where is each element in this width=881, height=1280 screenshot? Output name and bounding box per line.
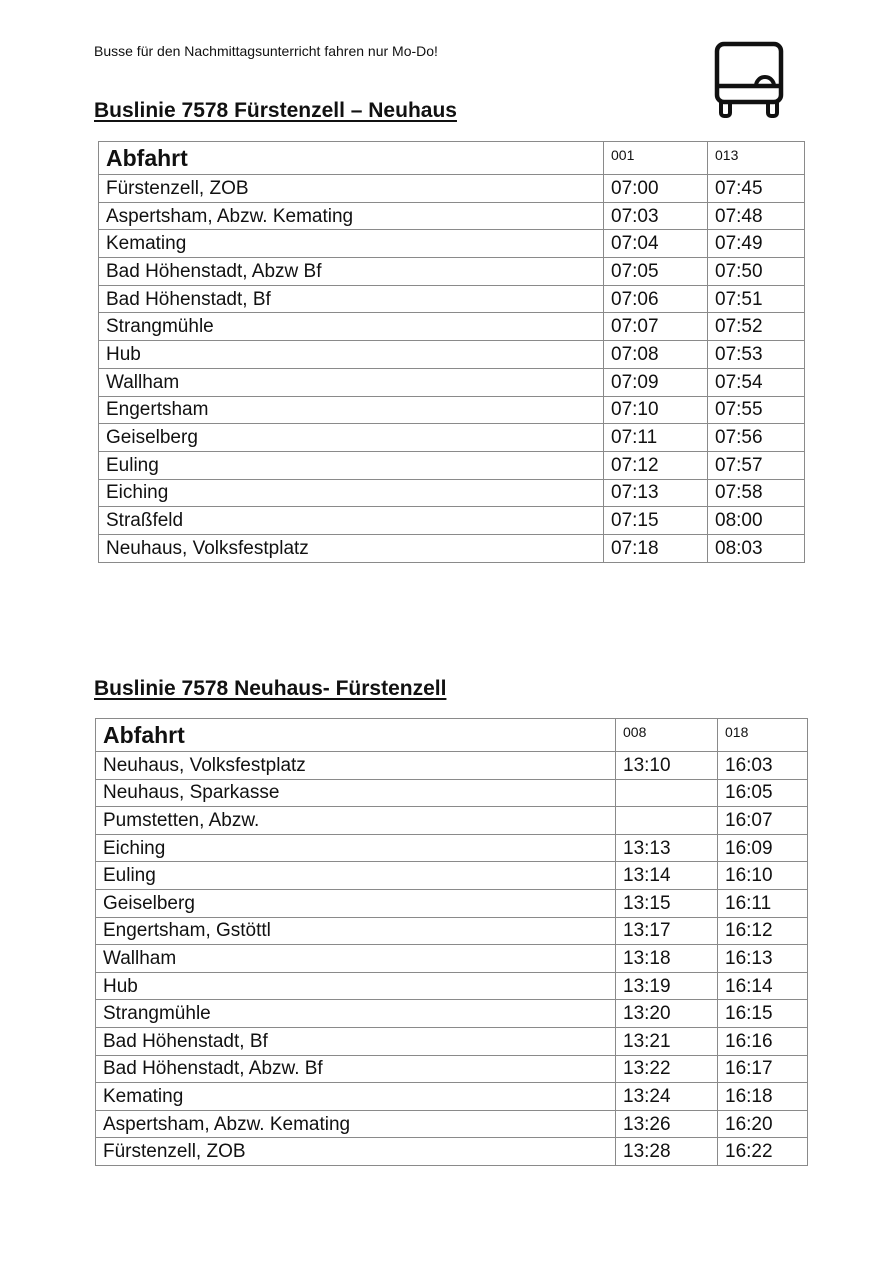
stop-name: Kemating bbox=[96, 1083, 616, 1111]
table-row bbox=[96, 972, 808, 1000]
table-row bbox=[99, 230, 805, 258]
departure-time: 07:05 bbox=[604, 258, 708, 286]
table-row bbox=[96, 779, 808, 807]
stop-name: Euling bbox=[99, 451, 604, 479]
table-row bbox=[96, 1110, 808, 1138]
table-row bbox=[99, 341, 805, 369]
table-row bbox=[96, 945, 808, 973]
table-row bbox=[99, 285, 805, 313]
departure-time: 07:13 bbox=[604, 479, 708, 507]
column-header-stop: Abfahrt bbox=[96, 719, 616, 752]
table-row bbox=[96, 807, 808, 835]
departure-time: 16:10 bbox=[718, 862, 808, 890]
table-row bbox=[96, 1138, 808, 1166]
stop-name: Eiching bbox=[96, 834, 616, 862]
section-title-return: Buslinie 7578 Neuhaus- Fürstenzell bbox=[94, 677, 447, 700]
departure-time: 07:57 bbox=[708, 451, 805, 479]
departure-time: 07:12 bbox=[604, 451, 708, 479]
table-row bbox=[96, 889, 808, 917]
departure-time: 13:20 bbox=[616, 1000, 718, 1028]
stop-name: Bad Höhenstadt, Abzw. Bf bbox=[96, 1055, 616, 1083]
stop-name: Straßfeld bbox=[99, 507, 604, 535]
departure-time: 07:10 bbox=[604, 396, 708, 424]
departure-time: 13:22 bbox=[616, 1055, 718, 1083]
departure-time: 16:15 bbox=[718, 1000, 808, 1028]
departure-time: 13:19 bbox=[616, 972, 718, 1000]
departure-time: 13:10 bbox=[616, 752, 718, 780]
departure-time: 16:12 bbox=[718, 917, 808, 945]
table-row bbox=[99, 534, 805, 562]
departure-time: 07:08 bbox=[604, 341, 708, 369]
stop-name: Hub bbox=[96, 972, 616, 1000]
stop-name: Bad Höhenstadt, Abzw Bf bbox=[99, 258, 604, 286]
stop-name: Wallham bbox=[99, 368, 604, 396]
stop-name: Geiselberg bbox=[96, 889, 616, 917]
table-row bbox=[99, 479, 805, 507]
bus-icon bbox=[712, 40, 786, 120]
departure-time: 08:00 bbox=[708, 507, 805, 535]
departure-time: 13:17 bbox=[616, 917, 718, 945]
departure-time: 08:03 bbox=[708, 534, 805, 562]
departure-time: 07:06 bbox=[604, 285, 708, 313]
departure-time: 07:55 bbox=[708, 396, 805, 424]
departure-time: 07:15 bbox=[604, 507, 708, 535]
column-header-stop: Abfahrt bbox=[99, 142, 604, 175]
departure-time: 07:07 bbox=[604, 313, 708, 341]
table-row bbox=[99, 507, 805, 535]
stop-name: Kemating bbox=[99, 230, 604, 258]
departure-time: 13:24 bbox=[616, 1083, 718, 1111]
departure-time: 16:20 bbox=[718, 1110, 808, 1138]
table-row bbox=[96, 834, 808, 862]
departure-time: 07:04 bbox=[604, 230, 708, 258]
stop-name: Pumstetten, Abzw. bbox=[96, 807, 616, 835]
stop-name: Engertsham bbox=[99, 396, 604, 424]
departure-time: 16:03 bbox=[718, 752, 808, 780]
table-row bbox=[99, 368, 805, 396]
departure-time: 07:50 bbox=[708, 258, 805, 286]
stop-name: Wallham bbox=[96, 945, 616, 973]
table-row bbox=[99, 258, 805, 286]
departure-time: 13:28 bbox=[616, 1138, 718, 1166]
stop-name: Bad Höhenstadt, Bf bbox=[96, 1027, 616, 1055]
table-header-row bbox=[96, 719, 808, 752]
column-header-run: 001 bbox=[604, 142, 708, 175]
stop-name: Engertsham, Gstöttl bbox=[96, 917, 616, 945]
departure-time: 07:49 bbox=[708, 230, 805, 258]
departure-time: 07:18 bbox=[604, 534, 708, 562]
table-row bbox=[96, 862, 808, 890]
table-header-row bbox=[99, 142, 805, 175]
table-row bbox=[96, 917, 808, 945]
table-row bbox=[99, 451, 805, 479]
departure-time: 13:18 bbox=[616, 945, 718, 973]
table-row bbox=[99, 313, 805, 341]
stop-name: Neuhaus, Volksfestplatz bbox=[99, 534, 604, 562]
departure-time: 16:18 bbox=[718, 1083, 808, 1111]
stop-name: Strangmühle bbox=[99, 313, 604, 341]
departure-time: 07:52 bbox=[708, 313, 805, 341]
table-row bbox=[99, 175, 805, 203]
departure-time: 07:53 bbox=[708, 341, 805, 369]
table-row bbox=[99, 202, 805, 230]
departure-time: 07:56 bbox=[708, 424, 805, 452]
timetable-return bbox=[95, 718, 808, 1166]
stop-name: Fürstenzell, ZOB bbox=[99, 175, 604, 203]
departure-time: 07:51 bbox=[708, 285, 805, 313]
table-row bbox=[96, 1000, 808, 1028]
departure-time: 07:54 bbox=[708, 368, 805, 396]
stop-name: Fürstenzell, ZOB bbox=[96, 1138, 616, 1166]
stop-name: Geiselberg bbox=[99, 424, 604, 452]
departure-time: 07:09 bbox=[604, 368, 708, 396]
column-header-run: 018 bbox=[718, 719, 808, 752]
departure-time: 13:21 bbox=[616, 1027, 718, 1055]
stop-name: Aspertsham, Abzw. Kemating bbox=[99, 202, 604, 230]
departure-time: 13:14 bbox=[616, 862, 718, 890]
stop-name: Hub bbox=[99, 341, 604, 369]
table-row bbox=[96, 752, 808, 780]
departure-time: 13:13 bbox=[616, 834, 718, 862]
table-row bbox=[96, 1055, 808, 1083]
column-header-run: 008 bbox=[616, 719, 718, 752]
departure-time: 16:05 bbox=[718, 779, 808, 807]
column-header-run: 013 bbox=[708, 142, 805, 175]
table-row bbox=[99, 396, 805, 424]
departure-time: 07:11 bbox=[604, 424, 708, 452]
departure-time: 07:03 bbox=[604, 202, 708, 230]
departure-time: 16:17 bbox=[718, 1055, 808, 1083]
stop-name: Bad Höhenstadt, Bf bbox=[99, 285, 604, 313]
table-row bbox=[96, 1027, 808, 1055]
departure-time: 16:13 bbox=[718, 945, 808, 973]
section-title-outbound: Buslinie 7578 Fürstenzell – Neuhaus bbox=[94, 99, 457, 122]
departure-time: 16:09 bbox=[718, 834, 808, 862]
departure-time bbox=[616, 779, 718, 807]
table-row bbox=[99, 424, 805, 452]
departure-time: 16:07 bbox=[718, 807, 808, 835]
departure-time: 07:58 bbox=[708, 479, 805, 507]
departure-time: 07:48 bbox=[708, 202, 805, 230]
timetable-outbound bbox=[98, 141, 805, 563]
departure-time: 16:14 bbox=[718, 972, 808, 1000]
stop-name: Strangmühle bbox=[96, 1000, 616, 1028]
stop-name: Neuhaus, Sparkasse bbox=[96, 779, 616, 807]
stop-name: Neuhaus, Volksfestplatz bbox=[96, 752, 616, 780]
table-row bbox=[96, 1083, 808, 1111]
stop-name: Euling bbox=[96, 862, 616, 890]
departure-time: 13:15 bbox=[616, 889, 718, 917]
departure-time bbox=[616, 807, 718, 835]
departure-time: 13:26 bbox=[616, 1110, 718, 1138]
departure-time: 07:45 bbox=[708, 175, 805, 203]
departure-time: 16:11 bbox=[718, 889, 808, 917]
stop-name: Aspertsham, Abzw. Kemating bbox=[96, 1110, 616, 1138]
days-note: Busse für den Nachmittagsunterricht fahren nur Mo-Do! bbox=[94, 43, 438, 59]
departure-time: 16:22 bbox=[718, 1138, 808, 1166]
departure-time: 07:00 bbox=[604, 175, 708, 203]
stop-name: Eiching bbox=[99, 479, 604, 507]
departure-time: 16:16 bbox=[718, 1027, 808, 1055]
